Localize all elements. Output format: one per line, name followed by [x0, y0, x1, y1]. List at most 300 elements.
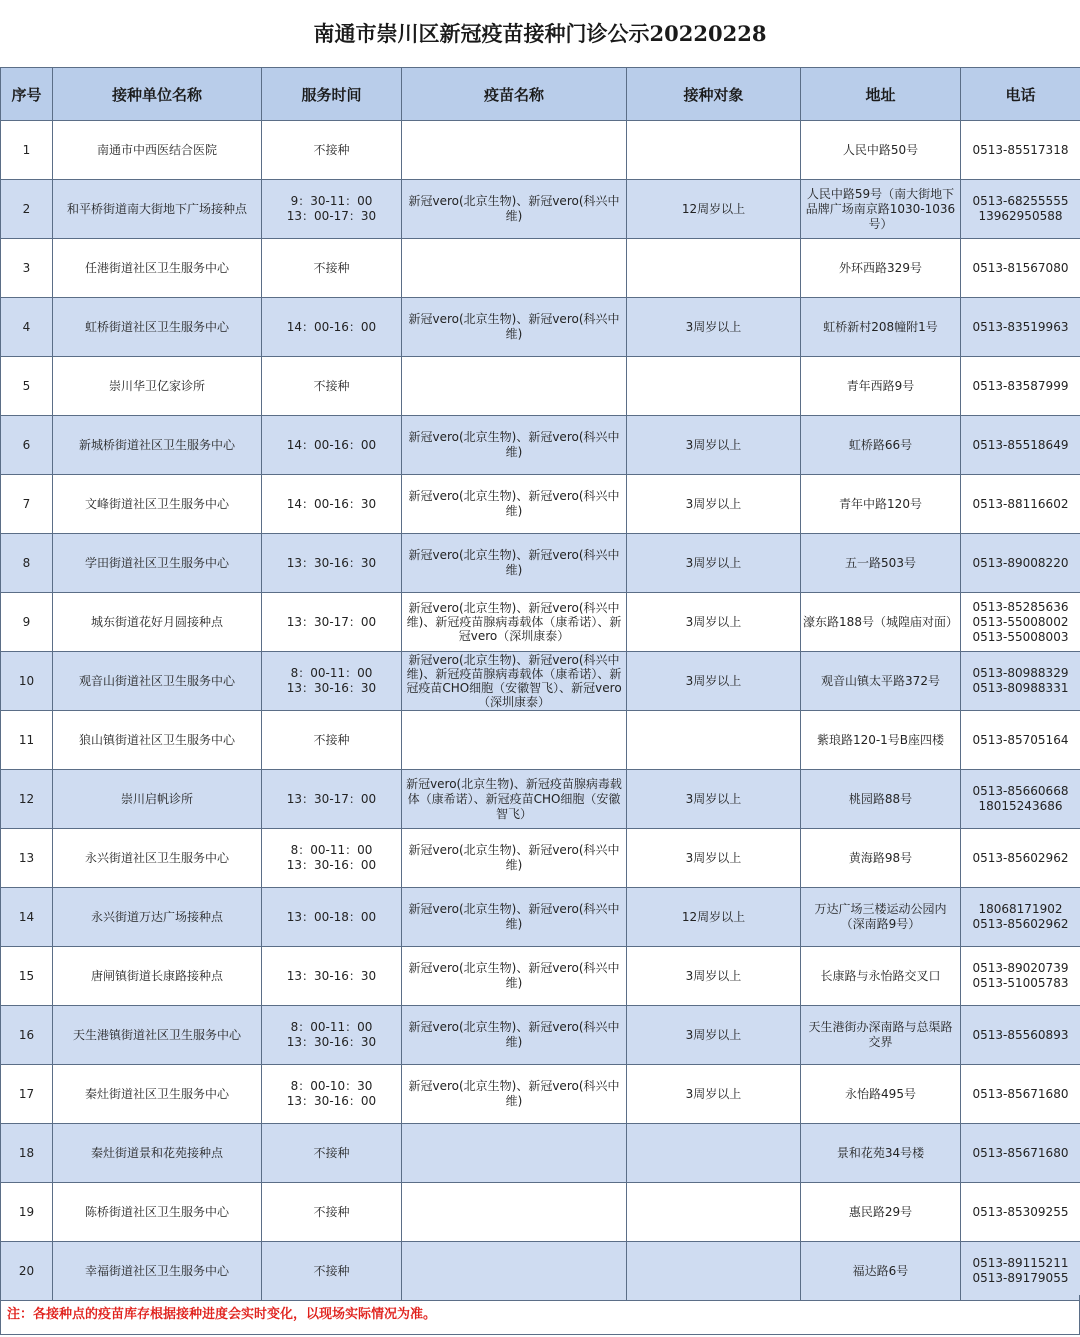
cell-no-text: 19	[18, 1204, 35, 1219]
cell-unit-text: 天生港镇街道社区卫生服务中心	[72, 1027, 241, 1042]
cell-time	[262, 1183, 402, 1242]
cell-unit	[53, 888, 262, 947]
cell-vaccine	[402, 1183, 627, 1242]
cell-address-text: 桃园路88号	[848, 791, 913, 806]
cell-phone	[961, 1242, 1080, 1301]
cell-target-text: 3周岁以上	[685, 437, 742, 452]
cell-phone	[961, 534, 1080, 593]
cell-address-text: 青年西路9号	[846, 378, 915, 393]
cell-target-text: 3周岁以上	[685, 673, 742, 688]
cell-phone	[961, 652, 1080, 711]
cell-no-text: 8	[22, 555, 31, 570]
cell-phone-text: 18015243686	[978, 799, 1063, 813]
cell-unit-text: 和平桥街道南大街地下广场接种点	[66, 201, 247, 216]
cell-phone-text: 0513-51005783	[972, 976, 1069, 990]
cell-target	[627, 711, 801, 770]
cell-time-text: 13：30-17：00	[286, 791, 377, 806]
cell-time	[262, 888, 402, 947]
cell-unit-text: 观音山街道社区卫生服务中心	[78, 673, 235, 688]
cell-phone-text: 0513-55008002	[972, 614, 1069, 629]
cell-no	[1, 711, 53, 770]
cell-vaccine-text: 新冠vero(北京生物)、新冠vero(科兴中维)	[408, 430, 620, 459]
cell-phone-text: 0513-85705164	[972, 732, 1069, 747]
cell-phone-text: 0513-55008003	[972, 629, 1069, 644]
cell-unit	[53, 475, 262, 534]
cell-no-text: 1	[22, 142, 31, 157]
cell-unit-text: 文峰街道社区卫生服务中心	[84, 496, 229, 511]
cell-phone	[961, 770, 1080, 829]
cell-phone	[961, 711, 1080, 770]
page-title: 南通市崇川区新冠疫苗接种门诊公示20220228	[313, 21, 767, 46]
cell-time	[262, 416, 402, 475]
cell-no-text: 10	[18, 673, 35, 688]
cell-no	[1, 298, 53, 357]
cell-no	[1, 1183, 53, 1242]
cell-time-text: 13：00-18：00	[286, 909, 377, 924]
cell-unit	[53, 1183, 262, 1242]
cell-phone	[961, 298, 1080, 357]
cell-address	[801, 121, 961, 180]
cell-no	[1, 1065, 53, 1124]
cell-phone	[961, 239, 1080, 298]
cell-phone-text: 0513-80988329	[972, 666, 1069, 680]
cell-address	[801, 1065, 961, 1124]
cell-phone-text: 0513-88116602	[972, 496, 1069, 511]
cell-vaccine-text: 新冠vero(北京生物)、新冠vero(科兴中维)	[408, 843, 620, 872]
cell-address	[801, 1183, 961, 1242]
cell-unit-text: 唐闸镇街道长康路接种点	[90, 968, 223, 983]
cell-vaccine	[402, 1124, 627, 1183]
cell-time-text: 13：30-16：30	[286, 555, 377, 570]
cell-target	[627, 829, 801, 888]
table-row	[1, 121, 1080, 180]
cell-phone	[961, 180, 1080, 239]
cell-address-text: 虹桥新村208幢附1号	[823, 319, 938, 334]
cell-phone-text: 0513-89179055	[972, 1271, 1069, 1285]
cell-target	[627, 534, 801, 593]
cell-no	[1, 475, 53, 534]
cell-time	[262, 180, 402, 239]
cell-phone-text: 18068171902	[978, 902, 1063, 916]
cell-address-text: 观音山镇太平路372号	[821, 673, 940, 688]
cell-time-text: 13：30-16：30	[286, 1035, 377, 1049]
cell-unit-text: 虹桥街道社区卫生服务中心	[84, 319, 229, 334]
cell-time-text: 13：30-17：00	[286, 614, 377, 629]
cell-unit	[53, 947, 262, 1006]
cell-time-text: 8：00-10：30	[290, 1079, 373, 1093]
cell-phone-text: 0513-80988331	[972, 681, 1069, 695]
header-address: 地址	[801, 68, 961, 121]
cell-address	[801, 1242, 961, 1301]
table-row	[1, 1006, 1080, 1065]
cell-vaccine	[402, 180, 627, 239]
cell-vaccine	[402, 652, 627, 711]
cell-vaccine	[402, 1065, 627, 1124]
cell-address-text: 人民中路50号	[842, 142, 919, 157]
cell-target-text: 3周岁以上	[685, 555, 742, 570]
cell-time-text: 9：30-11：00	[290, 194, 373, 208]
cell-no-text: 13	[18, 850, 35, 865]
cell-no-text: 18	[18, 1145, 35, 1160]
cell-unit-text: 秦灶街道社区卫生服务中心	[84, 1086, 229, 1101]
cell-phone	[961, 416, 1080, 475]
table-row	[1, 180, 1080, 239]
table-row	[1, 829, 1080, 888]
cell-target-text: 3周岁以上	[685, 1027, 742, 1042]
cell-address	[801, 239, 961, 298]
cell-time	[262, 1006, 402, 1065]
cell-vaccine	[402, 711, 627, 770]
cell-unit-text: 城东街道花好月圆接种点	[90, 614, 223, 629]
cell-no	[1, 593, 53, 652]
cell-target-text: 3周岁以上	[685, 319, 742, 334]
cell-vaccine-text: 新冠vero(北京生物)、新冠vero(科兴中维)	[408, 548, 620, 577]
cell-unit-text: 崇川启帆诊所	[120, 791, 193, 806]
cell-no-text: 9	[22, 614, 31, 629]
cell-address-text: 濠东路188号（城隍庙对面）	[803, 614, 958, 629]
cell-vaccine-text: 新冠vero(北京生物)、新冠vero(科兴中维)	[408, 312, 620, 341]
cell-phone	[961, 829, 1080, 888]
cell-address	[801, 711, 961, 770]
cell-vaccine-text: 新冠vero(北京生物)、新冠vero(科兴中维)	[408, 1079, 620, 1108]
clinic-table	[0, 67, 1080, 1301]
cell-vaccine	[402, 1242, 627, 1301]
cell-address-text: 万达广场三楼运动公园内（深南路9号）	[814, 902, 947, 931]
cell-time	[262, 298, 402, 357]
footnote: 注：各接种点的疫苗库存根据接种进度会实时变化，以现场实际情况为准。	[0, 1295, 1080, 1335]
cell-phone	[961, 888, 1080, 947]
cell-time-text: 不接种	[313, 1145, 350, 1160]
cell-phone	[961, 121, 1080, 180]
cell-time-text: 13：30-16：00	[286, 858, 377, 872]
cell-address	[801, 298, 961, 357]
cell-phone	[961, 357, 1080, 416]
cell-phone-text: 0513-85671680	[972, 1145, 1069, 1160]
cell-target	[627, 180, 801, 239]
cell-address	[801, 652, 961, 711]
cell-address-text: 人民中路59号（南大街地下品牌广场南京路1030-1036号）	[805, 186, 956, 231]
cell-no	[1, 121, 53, 180]
cell-vaccine	[402, 593, 627, 652]
cell-time	[262, 711, 402, 770]
cell-phone	[961, 1183, 1080, 1242]
cell-address-text: 福达路6号	[852, 1263, 909, 1278]
cell-phone-text: 0513-89008220	[972, 555, 1069, 570]
cell-no	[1, 416, 53, 475]
header-no: 序号	[1, 68, 53, 121]
cell-target-text: 12周岁以上	[681, 201, 746, 216]
cell-phone-text: 0513-85518649	[972, 437, 1069, 452]
cell-unit-text: 任港街道社区卫生服务中心	[84, 260, 229, 275]
table-header-row	[1, 68, 1080, 121]
cell-no-text: 6	[22, 437, 31, 452]
cell-target-text: 12周岁以上	[681, 909, 746, 924]
cell-no-text: 5	[22, 378, 31, 393]
cell-phone	[961, 1006, 1080, 1065]
cell-no	[1, 239, 53, 298]
cell-vaccine	[402, 888, 627, 947]
cell-vaccine-text: 新冠vero(北京生物)、新冠vero(科兴中维)	[408, 961, 620, 990]
cell-address-text: 惠民路29号	[848, 1204, 913, 1219]
cell-no	[1, 357, 53, 416]
cell-unit	[53, 1242, 262, 1301]
cell-unit	[53, 770, 262, 829]
cell-phone	[961, 475, 1080, 534]
cell-unit-text: 永兴街道社区卫生服务中心	[84, 850, 229, 865]
cell-target	[627, 1006, 801, 1065]
cell-unit-text: 秦灶街道景和花苑接种点	[90, 1145, 223, 1160]
cell-vaccine	[402, 298, 627, 357]
cell-no-text: 12	[18, 791, 35, 806]
cell-no	[1, 770, 53, 829]
header-vaccine: 疫苗名称	[402, 68, 627, 121]
table-row	[1, 770, 1080, 829]
cell-unit	[53, 239, 262, 298]
cell-address-text: 景和花苑34号楼	[836, 1145, 925, 1160]
cell-address	[801, 416, 961, 475]
cell-target	[627, 593, 801, 652]
cell-unit	[53, 534, 262, 593]
cell-vaccine	[402, 121, 627, 180]
cell-vaccine-text: 新冠vero(北京生物)、新冠vero(科兴中维)	[408, 902, 620, 931]
cell-vaccine-text: 新冠vero(北京生物)、新冠疫苗腺病毒载体（康希诺）、新冠疫苗CHO细胞（安徽智飞）	[406, 776, 622, 821]
cell-unit	[53, 652, 262, 711]
cell-address-text: 五一路503号	[845, 555, 916, 570]
cell-time	[262, 357, 402, 416]
table-row	[1, 947, 1080, 1006]
cell-target	[627, 770, 801, 829]
cell-unit	[53, 121, 262, 180]
cell-vaccine	[402, 947, 627, 1006]
cell-unit-text: 永兴街道万达广场接种点	[90, 909, 223, 924]
cell-no-text: 11	[18, 732, 35, 747]
cell-target	[627, 1242, 801, 1301]
cell-unit	[53, 711, 262, 770]
cell-no	[1, 1006, 53, 1065]
cell-address	[801, 1006, 961, 1065]
cell-no	[1, 829, 53, 888]
cell-no-text: 20	[18, 1263, 35, 1278]
cell-no-text: 14	[18, 909, 35, 924]
cell-address-text: 永怡路495号	[845, 1086, 916, 1101]
cell-no	[1, 534, 53, 593]
cell-address-text: 天生港街办深南路与总渠路交界	[808, 1020, 953, 1049]
cell-vaccine	[402, 239, 627, 298]
cell-phone	[961, 1065, 1080, 1124]
table-row	[1, 534, 1080, 593]
cell-target	[627, 357, 801, 416]
table-row	[1, 357, 1080, 416]
table-row	[1, 1183, 1080, 1242]
cell-unit-text: 狼山镇街道社区卫生服务中心	[78, 732, 235, 747]
cell-address	[801, 947, 961, 1006]
cell-unit-text: 学田街道社区卫生服务中心	[84, 555, 229, 570]
cell-address	[801, 770, 961, 829]
cell-unit	[53, 180, 262, 239]
cell-address-text: 紫琅路120-1号B座四楼	[816, 732, 945, 747]
cell-time-text: 14：00-16：30	[286, 496, 377, 511]
cell-target	[627, 239, 801, 298]
cell-unit-text: 崇川华卫亿家诊所	[108, 378, 205, 393]
cell-no	[1, 652, 53, 711]
cell-no	[1, 947, 53, 1006]
header-time: 服务时间	[262, 68, 402, 121]
cell-address	[801, 1124, 961, 1183]
cell-time-text: 13：30-16：30	[286, 681, 377, 695]
cell-no-text: 7	[22, 496, 31, 511]
header-phone: 电话	[961, 68, 1080, 121]
cell-time-text: 不接种	[313, 260, 350, 275]
cell-unit-text: 陈桥街道社区卫生服务中心	[84, 1204, 229, 1219]
table-row	[1, 711, 1080, 770]
cell-address	[801, 888, 961, 947]
cell-vaccine	[402, 416, 627, 475]
cell-unit	[53, 829, 262, 888]
cell-time	[262, 593, 402, 652]
cell-target-text: 3周岁以上	[685, 791, 742, 806]
cell-unit	[53, 593, 262, 652]
cell-no-text: 17	[18, 1086, 35, 1101]
table-row	[1, 652, 1080, 711]
cell-time-text: 14：00-16：00	[286, 319, 377, 334]
cell-time-text: 8：00-11：00	[290, 1020, 373, 1034]
cell-phone-text: 0513-85602962	[972, 917, 1069, 931]
cell-time-text: 13：30-16：30	[286, 968, 377, 983]
cell-vaccine-text: 新冠vero(北京生物)、新冠vero(科兴中维)、新冠疫苗腺病毒载体（康希诺）、新冠疫苗CHO细胞（安徽智飞）、新冠vero（深圳康泰）	[406, 653, 622, 709]
cell-time-text: 8：00-11：00	[290, 843, 373, 857]
cell-unit-text: 新城桥街道社区卫生服务中心	[78, 437, 235, 452]
cell-time-text: 13：30-16：00	[286, 1094, 377, 1108]
cell-vaccine	[402, 475, 627, 534]
cell-no	[1, 888, 53, 947]
cell-target-text: 3周岁以上	[685, 968, 742, 983]
cell-vaccine-text: 新冠vero(北京生物)、新冠vero(科兴中维)、新冠疫苗腺病毒载体（康希诺）、新冠vero（深圳康泰）	[406, 601, 622, 643]
table-row	[1, 1124, 1080, 1183]
table-row	[1, 416, 1080, 475]
table-row	[1, 298, 1080, 357]
cell-address	[801, 357, 961, 416]
cell-address	[801, 534, 961, 593]
cell-phone-text: 0513-85517318	[972, 142, 1069, 157]
cell-time-text: 不接种	[313, 1263, 350, 1278]
cell-time	[262, 1124, 402, 1183]
table-row	[1, 239, 1080, 298]
cell-address	[801, 180, 961, 239]
cell-target-text: 3周岁以上	[685, 850, 742, 865]
cell-phone-text: 0513-85285636	[972, 599, 1069, 614]
cell-phone-text: 0513-89115211	[972, 1256, 1069, 1270]
cell-vaccine-text: 新冠vero(北京生物)、新冠vero(科兴中维)	[408, 1020, 620, 1049]
cell-phone-text: 0513-85560893	[972, 1027, 1069, 1042]
cell-target	[627, 475, 801, 534]
cell-unit	[53, 1124, 262, 1183]
cell-time	[262, 1065, 402, 1124]
cell-target	[627, 416, 801, 475]
cell-phone-text: 0513-68255555	[972, 194, 1069, 208]
cell-target	[627, 947, 801, 1006]
cell-time-text: 不接种	[313, 732, 350, 747]
cell-phone-text: 0513-85309255	[972, 1204, 1069, 1219]
cell-no	[1, 180, 53, 239]
cell-unit	[53, 1065, 262, 1124]
table-row	[1, 888, 1080, 947]
cell-phone-text: 0513-81567080	[972, 260, 1069, 275]
cell-phone	[961, 947, 1080, 1006]
cell-address-text: 青年中路120号	[839, 496, 922, 511]
cell-time	[262, 770, 402, 829]
table-body	[1, 121, 1080, 1301]
cell-vaccine	[402, 357, 627, 416]
cell-address-text: 虹桥路66号	[848, 437, 913, 452]
cell-time-text: 不接种	[313, 1204, 350, 1219]
cell-target	[627, 652, 801, 711]
cell-address-text: 黄海路98号	[848, 850, 913, 865]
cell-unit	[53, 1006, 262, 1065]
header-target: 接种对象	[627, 68, 801, 121]
cell-no-text: 2	[22, 201, 31, 216]
table-row	[1, 1242, 1080, 1301]
cell-time	[262, 947, 402, 1006]
cell-no-text: 15	[18, 968, 35, 983]
cell-phone-text: 13962950588	[978, 209, 1063, 223]
cell-target	[627, 121, 801, 180]
cell-time	[262, 652, 402, 711]
cell-target-text: 3周岁以上	[685, 614, 742, 629]
cell-time-text: 14：00-16：00	[286, 437, 377, 452]
cell-vaccine	[402, 1006, 627, 1065]
cell-vaccine	[402, 829, 627, 888]
cell-address-text: 长康路与永怡路交叉口	[820, 968, 941, 983]
cell-time-text: 不接种	[313, 142, 350, 157]
cell-target	[627, 1124, 801, 1183]
cell-target	[627, 298, 801, 357]
cell-time	[262, 1242, 402, 1301]
cell-vaccine	[402, 770, 627, 829]
cell-no	[1, 1124, 53, 1183]
header-unit: 接种单位名称	[53, 68, 262, 121]
cell-no-text: 16	[18, 1027, 35, 1042]
cell-no	[1, 1242, 53, 1301]
table-row	[1, 475, 1080, 534]
cell-vaccine-text: 新冠vero(北京生物)、新冠vero(科兴中维)	[408, 489, 620, 518]
table-row	[1, 593, 1080, 652]
cell-phone-text: 0513-85660668	[972, 784, 1069, 798]
cell-unit	[53, 357, 262, 416]
cell-no-text: 3	[22, 260, 31, 275]
cell-time-text: 13：00-17：30	[286, 209, 377, 223]
cell-target-text: 3周岁以上	[685, 1086, 742, 1101]
cell-address-text: 外环西路329号	[839, 260, 922, 275]
cell-phone-text: 0513-83587999	[972, 378, 1069, 393]
cell-address	[801, 475, 961, 534]
cell-no-text: 4	[22, 319, 31, 334]
cell-phone-text: 0513-85671680	[972, 1086, 1069, 1101]
cell-phone-text: 0513-89020739	[972, 961, 1069, 975]
cell-time	[262, 239, 402, 298]
cell-unit-text: 幸福街道社区卫生服务中心	[84, 1263, 229, 1278]
cell-unit-text: 南通市中西医结合医院	[96, 142, 217, 157]
cell-vaccine-text: 新冠vero(北京生物)、新冠vero(科兴中维)	[408, 194, 620, 223]
cell-unit	[53, 416, 262, 475]
cell-target	[627, 888, 801, 947]
cell-target	[627, 1183, 801, 1242]
cell-target	[627, 1065, 801, 1124]
cell-time	[262, 475, 402, 534]
cell-address	[801, 593, 961, 652]
cell-phone-text: 0513-83519963	[972, 319, 1069, 334]
cell-phone	[961, 1124, 1080, 1183]
cell-time	[262, 534, 402, 593]
